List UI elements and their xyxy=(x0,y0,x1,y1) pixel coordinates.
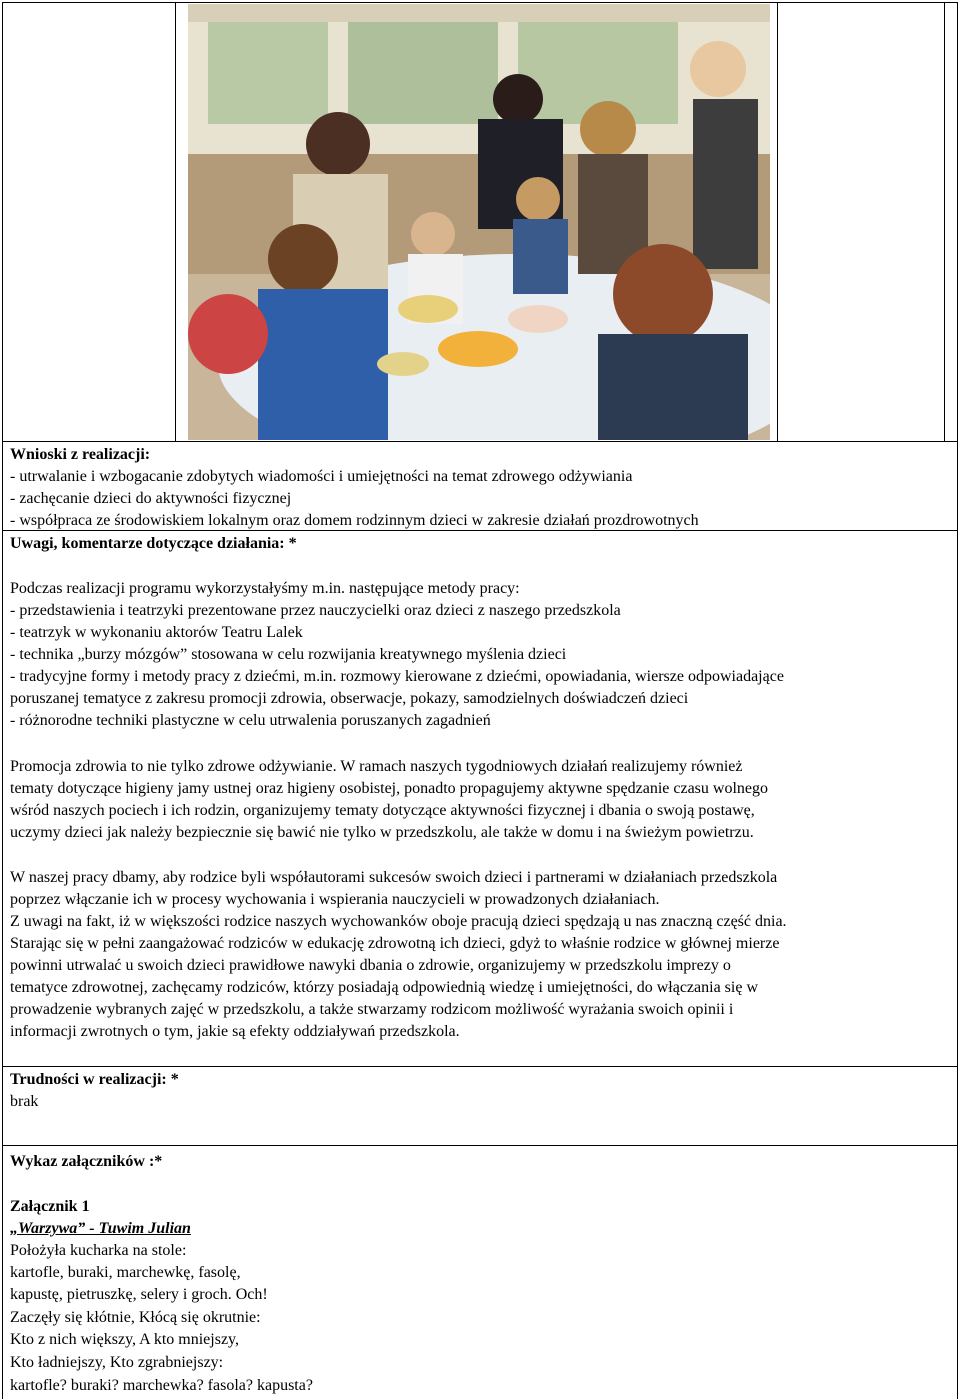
conclusions-heading: Wnioski z realizacji: xyxy=(10,446,151,463)
kindergarten-photo xyxy=(188,4,770,440)
poem-title: „Warzywa” - Tuwim Julian xyxy=(10,1220,191,1237)
remarks-line: Promocja zdrowia to nie tylko zdrowe odżywianie. W ramach naszych tygodniowych działań realizujemy również xyxy=(10,758,743,775)
remarks-line: - teatrzyk w wykonaniu aktorów Teatru Lalek xyxy=(10,624,303,641)
poem-line: Kto z nich większy, A kto mniejszy, xyxy=(10,1331,239,1348)
remarks-line: poprzez włączanie ich w procesy wychowania i wspierania nauczycieli w prowadzonych działaniach. xyxy=(10,891,660,908)
poem-line: kapustę, pietruszkę, selery i groch. Och! xyxy=(10,1286,268,1303)
difficulties-heading: Trudności w realizacji: * xyxy=(10,1071,179,1088)
poem-line: Zaczęły się kłótnie, Kłócą się okrutnie: xyxy=(10,1309,261,1326)
remarks-heading: Uwagi, komentarze dotyczące działania: * xyxy=(10,535,297,552)
remarks-line: Starając się w pełni zaangażować rodziców w edukację zdrowotną ich dzieci, gdyż to właśnie rodzice w głównej mierze xyxy=(10,935,780,952)
remarks-line: - przedstawienia i teatrzyki prezentowane przez nauczycielki oraz dzieci z naszego przedszkola xyxy=(10,602,621,619)
remarks-line: informacji zwrotnych o tym, jakie są efekty oddziaływań przedszkola. xyxy=(10,1023,460,1040)
poem-line: Kto ładniejszy, Kto zgrabniejszy: xyxy=(10,1354,224,1371)
remarks-line: - różnorodne techniki plastyczne w celu utrwalenia poruszanych zagadnień xyxy=(10,712,491,729)
poem-line: kartofle? buraki? marchewka? fasola? kapusta? xyxy=(10,1377,313,1394)
remarks-line: poruszanej tematyce z zakresu promocji zdrowia, obserwacje, pokazy, samodzielnych doświadczeń dzieci xyxy=(10,690,689,707)
conclusions-line: - zachęcanie dzieci do aktywności fizycznej xyxy=(10,490,292,507)
remarks-line: uczymy dzieci jak należy bezpiecznie się bawić nie tylko w przedszkolu, ale także w domu i na świeżym powietrzu. xyxy=(10,824,754,841)
photo-cell-left xyxy=(2,2,176,442)
remarks-line: Z uwagi na fakt, iż w większości rodzice naszych wychowanków oboje pracują dzieci spędzają u nas znaczną część dnia. xyxy=(10,913,787,930)
remarks-line: Podczas realizacji programu wykorzystałyśmy m.in. następujące metody pracy: xyxy=(10,580,520,597)
remarks-line: W naszej pracy dbamy, aby rodzice byli współautorami sukcesów swoich dzieci i partnerami w działaniach przedszkola xyxy=(10,869,778,886)
remarks-line: - tradycyjne formy i metody pracy z dziećmi, m.in. rozmowy kierowane z dziećmi, opowiadania, wiersze odpowiadające xyxy=(10,668,784,685)
conclusions-line: - utrwalanie i wzbogacanie zdobytych wiadomości i umiejętności na temat zdrowego odżywiania xyxy=(10,468,633,485)
remarks-line: powinni utrwalać u swoich dzieci prawidłowe nawyki dbania o zdrowie, organizujemy w przedszkolu imprezy o xyxy=(10,957,731,974)
remarks-line: - technika „burzy mózgów” stosowana w celu rozwijania kreatywnego myślenia dzieci xyxy=(10,646,567,663)
difficulties-value: brak xyxy=(10,1093,39,1110)
conclusions-line: - współpraca ze środowiskiem lokalnym oraz domem rodzinnym dzieci w zakresie działań prozdrowotnych xyxy=(10,512,699,529)
poem-line: Położyła kucharka na stole: xyxy=(10,1242,187,1259)
poem-line: kartofle, buraki, marchewkę, fasolę, xyxy=(10,1264,241,1281)
photo-cell-right xyxy=(777,2,945,442)
remarks-line: wśród naszych pociech i ich rodzin, organizujemy tematy dotyczące aktywności fizycznej i dbania o swoją postawę, xyxy=(10,802,755,819)
remarks-line: prowadzenie wybranych zajęć w przedszkolu, a także stwarzamy rodzicom możliwość wyrażania swoich opinii i xyxy=(10,1001,734,1018)
attachments-heading: Wykaz załączników :* xyxy=(10,1153,163,1170)
remarks-line: tematy dotyczące higieny jamy ustnej oraz higieny osobistej, ponadto propagujemy aktywne spędzanie czasu wolnego xyxy=(10,780,768,797)
remarks-line: tematyce zdrowotnej, zachęcamy rodziców, którzy posiadają odpowiednią wiedzę i umiejętności, do włączania się w xyxy=(10,979,758,996)
attachment-title: Załącznik 1 xyxy=(10,1198,90,1215)
